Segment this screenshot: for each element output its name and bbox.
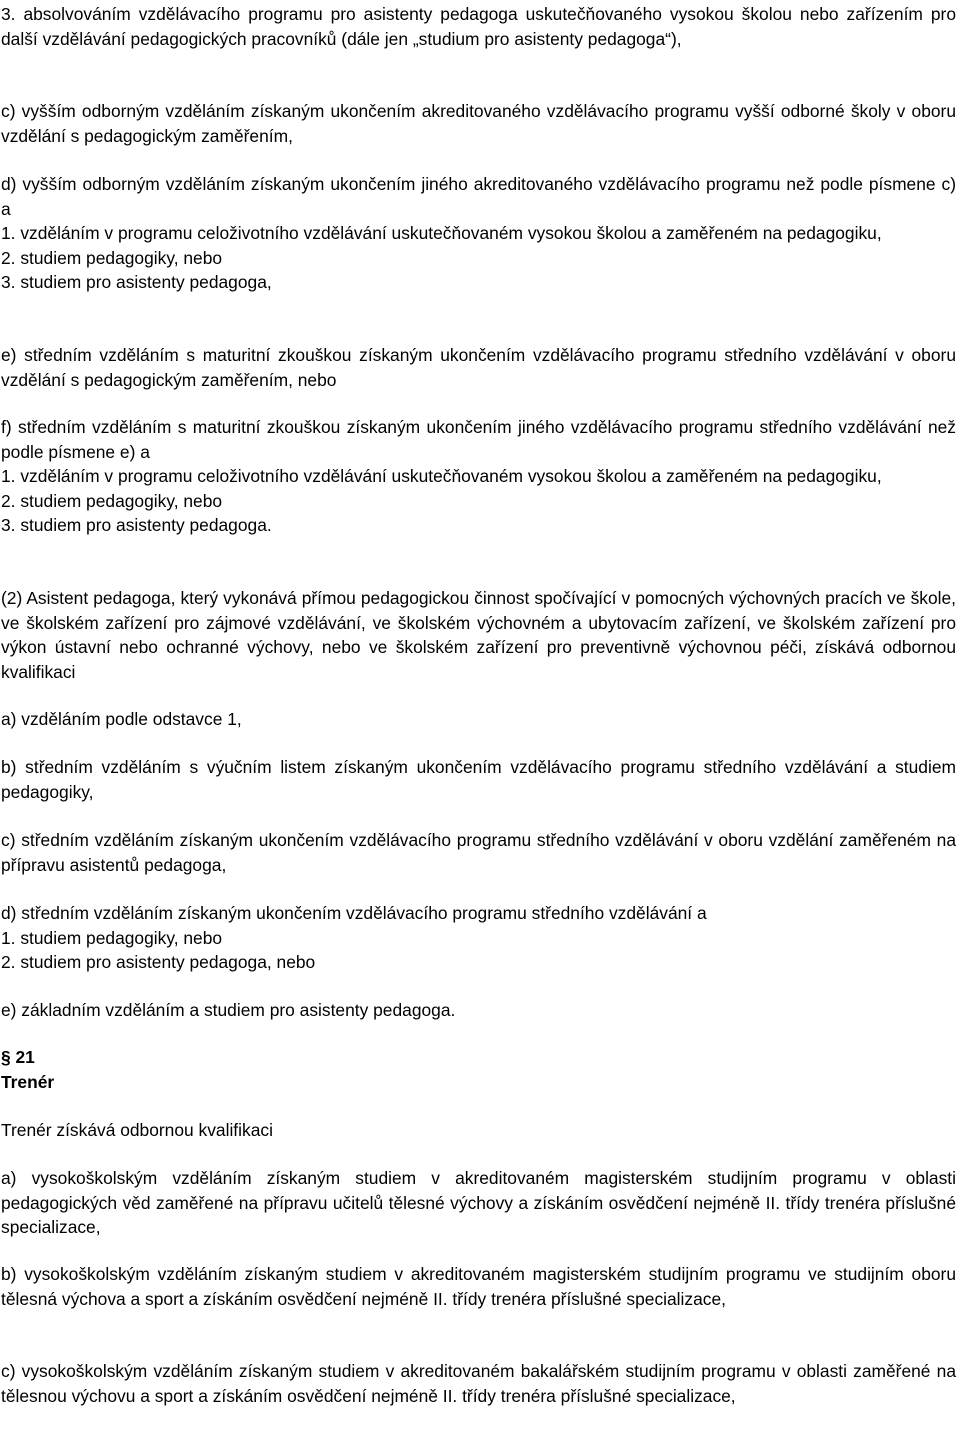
paragraph-text: a) vysokoškolským vzděláním získaným studiem v akreditovaném magisterském studijním programu v oblasti pedagogických věd zaměřené na přípravu učitelů tělesné výchovy a získáním osvědčení nejméně II. třídy trenéra příslušné specializace, bbox=[1, 1168, 956, 1237]
paragraph-coach-b bbox=[1, 1262, 956, 1311]
paragraph-letter-a bbox=[1, 707, 956, 732]
list-item: 1. vzděláním v programu celoživotního vzdělávání uskutečňovaném vysokou školou a zaměřeném na pedagogiku, bbox=[1, 223, 882, 243]
list-item: 2. studiem pedagogiky, nebo bbox=[1, 490, 223, 511]
paragraph-letter-d bbox=[1, 172, 956, 295]
paragraph-letter-e bbox=[1, 343, 956, 392]
list-item: 3. studiem pro asistenty pedagoga. bbox=[1, 515, 272, 535]
paragraph-letter-c-2 bbox=[1, 828, 956, 877]
section-mark: § bbox=[1, 1047, 11, 1067]
paragraph-letter-f bbox=[1, 415, 956, 538]
paragraph-coach-a bbox=[1, 1166, 956, 1240]
paragraph-text: 3. absolvováním vzdělávacího programu pro asistenty pedagoga uskutečňovaného vysokou školou nebo zařízením pro další vzdělávání pedagogických pracovníků (dále jen „studium pro asistenty pedagoga“), bbox=[1, 4, 956, 49]
paragraph-text: c) středním vzděláním získaným ukončením vzdělávacího programu středního vzdělávání v oboru vzdělání zaměřeném na přípravu asistentů pedagoga, bbox=[1, 830, 956, 875]
paragraph-coach-c bbox=[1, 1359, 956, 1408]
section-number: 21 bbox=[15, 1047, 35, 1067]
paragraph-subsection-2 bbox=[1, 586, 956, 684]
section-heading bbox=[1, 1045, 956, 1094]
list-item: 1. vzděláním v programu celoživotního vzdělávání uskutečňovaném vysokou školou a zaměřeném na pedagogiku, bbox=[1, 466, 882, 486]
list-item: 2. studiem pedagogiky, nebo bbox=[1, 247, 223, 268]
list-item: 1. studiem pedagogiky, nebo bbox=[1, 927, 223, 948]
paragraph-text: Trenér získává odbornou kvalifikaci bbox=[1, 1120, 273, 1140]
paragraph-text: d) středním vzděláním získaným ukončením vzdělávacího programu středního vzdělávání a bbox=[1, 903, 707, 923]
paragraph-letter-d-2 bbox=[1, 901, 956, 975]
paragraph-text: a) vzděláním podle odstavce 1, bbox=[1, 709, 242, 729]
paragraph-text: b) středním vzděláním s výučním listem získaným ukončením vzdělávacího programu středního vzdělávání a studiem pedagogiky, bbox=[1, 757, 956, 802]
paragraph-text: e) základním vzděláním a studiem pro asistenty pedagoga. bbox=[1, 1000, 456, 1020]
paragraph-letter-c bbox=[1, 99, 956, 148]
paragraph-text: c) vysokoškolským vzděláním získaným studiem v akreditovaném bakalářském studijním programu v oblasti zaměřené na tělesnou výchovu a sport a získáním osvědčení nejméně II. třídy trenéra příslušné specializace, bbox=[1, 1361, 956, 1406]
paragraph-item-3-teacher-assistant-program bbox=[1, 2, 956, 51]
paragraph-letter-b bbox=[1, 755, 956, 804]
paragraph-text: f) středním vzděláním s maturitní zkouškou získaným ukončením jiného vzdělávacího programu středního vzdělávání než podle písmene e) a bbox=[1, 417, 956, 462]
paragraph-intro bbox=[1, 1118, 956, 1143]
paragraph-text: e) středním vzděláním s maturitní zkouškou získaným ukončením vzdělávacího programu středního vzdělávání v oboru vzdělání s pedagogickým zaměřením, nebo bbox=[1, 345, 956, 390]
section-number-line bbox=[1, 1045, 956, 1070]
paragraph-letter-e-2 bbox=[1, 998, 956, 1023]
paragraph-text: c) vyšším odborným vzděláním získaným ukončením akreditovaného vzdělávacího programu vyšší odborné školy v oboru vzdělání s pedagogickým zaměřením, bbox=[1, 101, 956, 146]
list-item: 3. studiem pro asistenty pedagoga, bbox=[1, 272, 272, 292]
paragraph-text: b) vysokoškolským vzděláním získaným studiem v akreditovaném magisterském studijním programu ve studijním oboru tělesná výchova a sport a získáním osvědčení nejméně II. třídy trenéra příslušné specializace, bbox=[1, 1264, 956, 1309]
list-item: 2. studiem pro asistenty pedagoga, nebo bbox=[1, 952, 316, 972]
paragraph-text: d) vyšším odborným vzděláním získaným ukončením jiného akreditovaného vzdělávacího programu než podle písmene c) a bbox=[1, 174, 956, 219]
section-title: Trenér bbox=[1, 1071, 55, 1092]
paragraph-text: (2) Asistent pedagoga, který vykonává přímou pedagogickou činnost spočívající v pomocných výchovných pracích ve škole, ve školském zařízení pro zájmové vzdělávání, ve školském výchovném a ubytovacím zařízení, ve školském zařízení pro výkon ústavní nebo ochranné výchovy, nebo ve školském zařízení pro preventivně výchovnou péči, získává odbornou kvalifikaci bbox=[1, 588, 956, 682]
